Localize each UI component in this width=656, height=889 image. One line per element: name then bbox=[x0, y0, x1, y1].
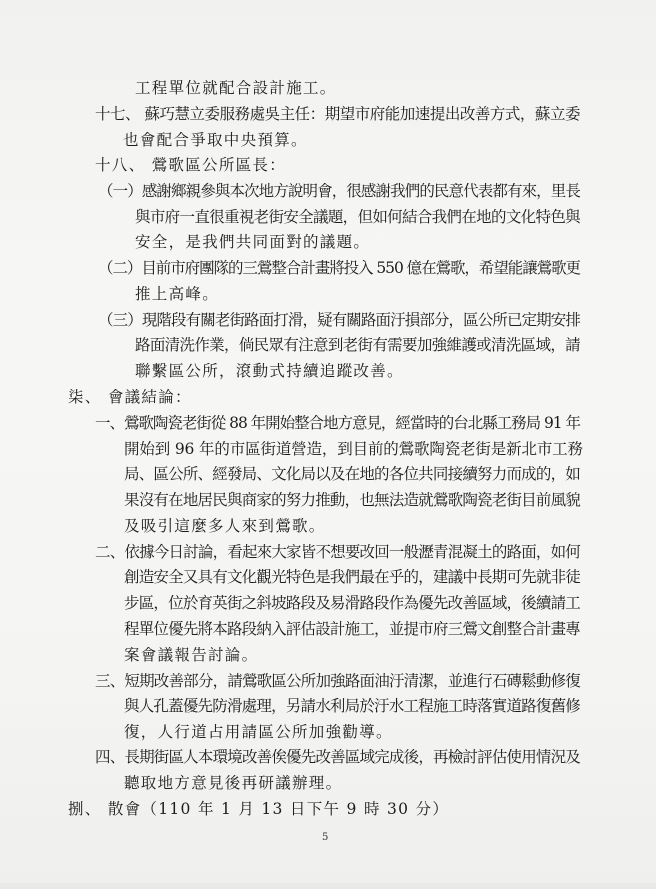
document-line: 案會議報告討論。 bbox=[124, 646, 259, 664]
document-line: （二）目前市府團隊的三鶯整合計畫將投入 550 億在鶯歌，希望能讓鶯歌更 bbox=[98, 259, 580, 277]
document-line: 柒、 會議結論： bbox=[68, 388, 192, 406]
document-line: （三）現階段有關老街路面打滑，疑有關路面汙損部分，區公所已定期安排 bbox=[98, 311, 580, 329]
document-line: 十八、 鶯歌區公所區長： bbox=[95, 156, 287, 174]
document-line: （一）感謝鄉親參與本次地方說明會，很感謝我們的民意代表都有來，里長 bbox=[98, 182, 580, 200]
page-number: 5 bbox=[322, 832, 329, 843]
document-line: 也會配合爭取中央預算。 bbox=[123, 131, 308, 149]
document-line: 復，人行道占用請區公所加強勸導。 bbox=[124, 723, 393, 741]
document-line: 聽取地方意見後再研議辦理。 bbox=[124, 774, 343, 792]
document-line: 聯繫區公所，滾動式持續追蹤改善。 bbox=[135, 362, 404, 380]
scan-edge bbox=[0, 883, 656, 889]
document-line: 與人孔蓋優先防滑處理，另請水利局於汙水工程施工時落實道路復舊修 bbox=[124, 697, 580, 715]
document-line: 步區，位於育英街之斜坡路段及易滑路段作為優先改善區域，後續請工 bbox=[124, 594, 580, 612]
document-line: 安全，是我們共同面對的議題。 bbox=[135, 233, 371, 251]
document-line: 程單位優先將本路段納入評估設計施工，並提市府三鶯文創整合計畫專 bbox=[124, 620, 580, 638]
document-line: 一、鶯歌陶瓷老街從 88 年開始整合地方意見，經當時的台北縣工務局 91 年 bbox=[95, 414, 580, 432]
document-line: 及吸引這麼多人來到鶯歌。 bbox=[124, 517, 326, 535]
document-line: 推上高峰。 bbox=[135, 285, 220, 303]
document-line: 捌、 散會（110 年 1 月 13 日下午 9 時 30 分） bbox=[68, 800, 450, 818]
document-line: 四、長期街區人本環境改善俟優先改善區域完成後，再檢討評估使用情況及 bbox=[95, 748, 580, 766]
document-line: 工程單位就配合設計施工。 bbox=[135, 79, 337, 97]
document-line: 十七、 蘇巧慧立委服務處吳主任：期望市府能加速提出改善方式，蘇立委 bbox=[95, 105, 580, 123]
document-line: 三、短期改善部分，請鶯歌區公所加強路面油汙清潔，並進行石磚鬆動修復 bbox=[95, 672, 580, 690]
document-line: 局、區公所、經發局、文化局以及在地的各位共同接續努力而成的，如 bbox=[124, 465, 580, 483]
document-line: 開始到 96 年的市區街道營造，到目前的鶯歌陶瓷老街是新北市工務 bbox=[124, 440, 583, 458]
document-line: 二、依據今日討論，看起來大家皆不想要改回一般瀝青混凝土的路面，如何 bbox=[95, 543, 580, 561]
document-line: 創造安全又具有文化觀光特色是我們最在乎的，建議中長期可先就非徒 bbox=[124, 568, 580, 586]
document-line: 路面清洗作業，倘民眾有注意到老街有需要加強維護或清洗區域，請 bbox=[135, 336, 580, 354]
document-line: 果沒有在地居民與商家的努力推動，也無法造就鶯歌陶瓷老街目前風貌 bbox=[124, 491, 580, 509]
document-line: 與市府一直很重視老街安全議題，但如何結合我們在地的文化特色與 bbox=[135, 208, 580, 226]
